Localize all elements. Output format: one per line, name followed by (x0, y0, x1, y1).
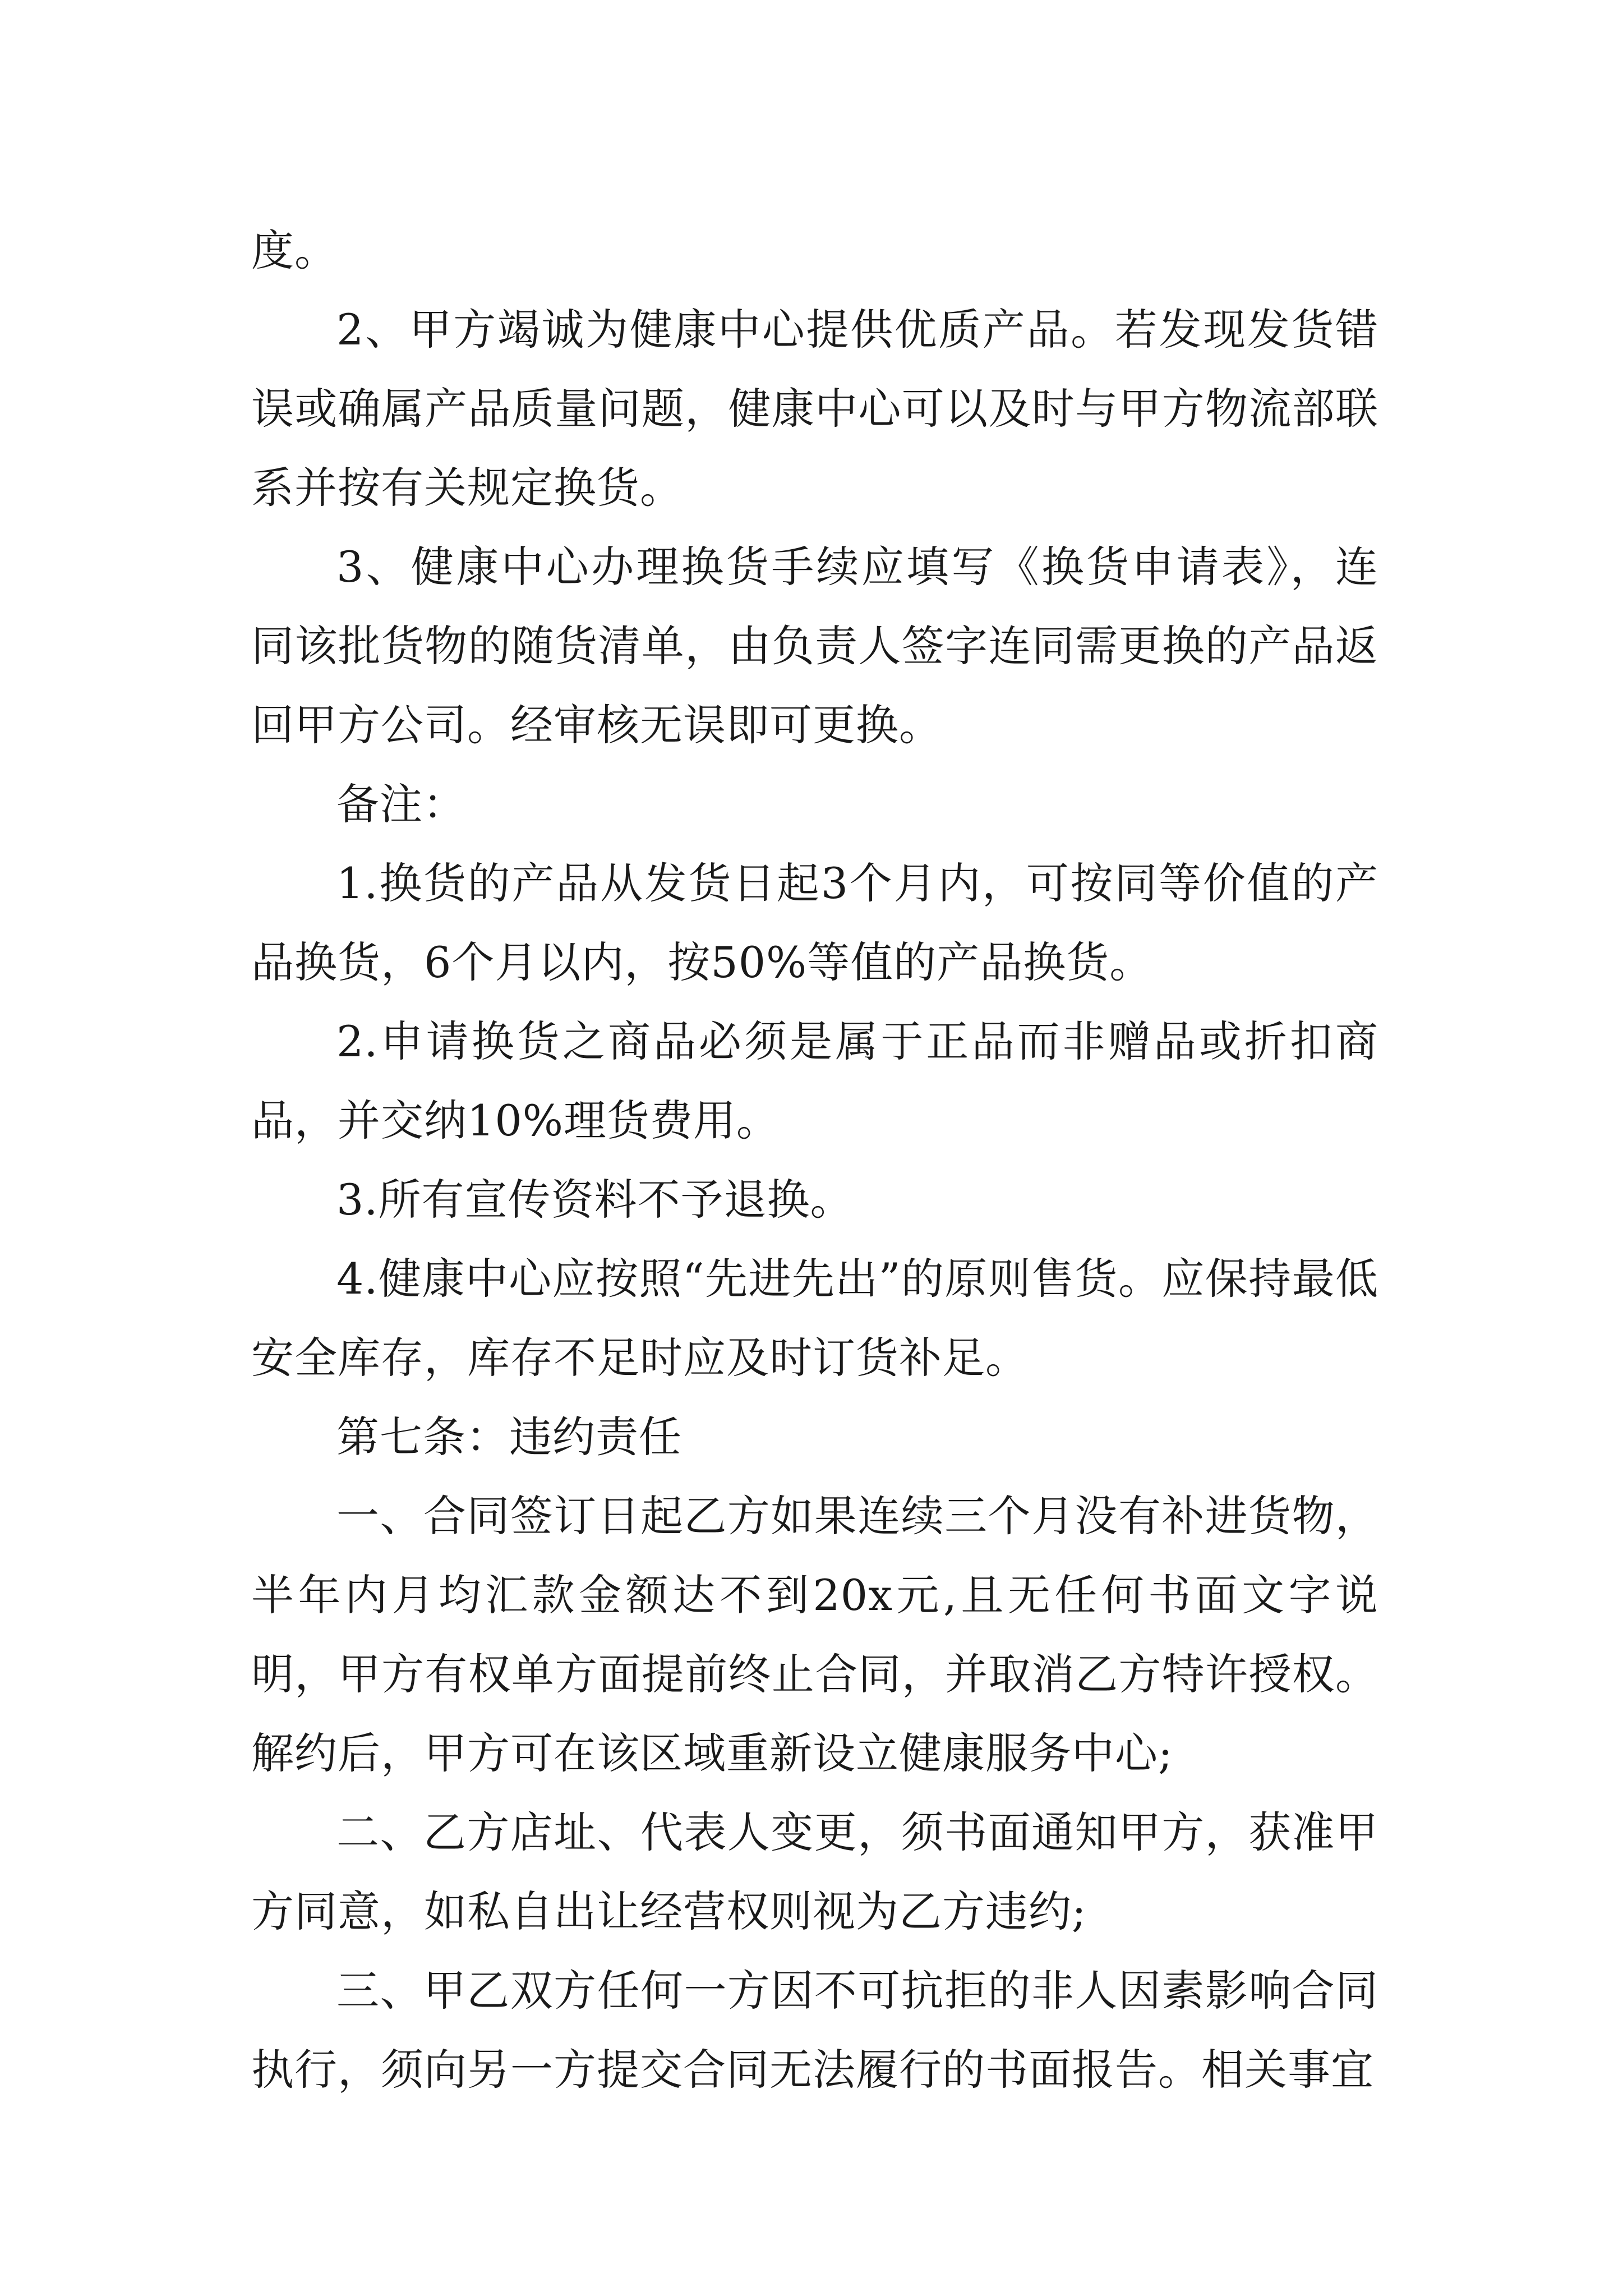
note-item-1: 1.换货的产品从发货日起3个月内，可按同等价值的产品换货，6个月以内，按50%等值的产品换货。 (251, 858, 1378, 987)
note-item-4: 4.健康中心应按照“先进先出”的原则售货。应保持最低安全库存，库存不足时应及时订货补足。 (251, 1254, 1378, 1383)
notes-heading: 备注： (336, 779, 466, 829)
document-body (251, 211, 1378, 2109)
note-item-3: 3.所有宣传资料不予退换。 (336, 1175, 854, 1225)
clause-2: 二、乙方店址、代表人变更，须书面通知甲方，获准甲方同意，如私自出让经营权则视为乙方违约; (251, 1807, 1378, 1936)
paragraph-item-3: 3、健康中心办理换货手续应填写《换货申请表》，连同该批货物的随货清单，由负责人签字连同需更换的产品返回甲方公司。经审核无误即可更换。 (251, 542, 1378, 750)
article-heading: 第七条：违约责任 (336, 1412, 682, 1462)
paragraph-item-2: 2、甲方竭诚为健康中心提供优质产品。若发现发货错误或确属产品质量问题，健康中心可以及时与甲方物流部联系并按有关规定换货。 (251, 305, 1378, 513)
clause-3: 三、甲乙双方任何一方因不可抗拒的非人因素影响合同执行，须向另一方提交合同无法履行的书面报告。相关事宜 (251, 1966, 1378, 2095)
note-item-2: 2.申请换货之商品必须是属于正品而非赠品或折扣商品，并交纳10%理货费用。 (251, 1016, 1378, 1145)
clause-1: 一、合同签订日起乙方如果连续三个月没有补进货物，半年内月均汇款金额达不到20x元,且无任何书面文字说明，甲方有权单方面提前终止合同，并取消乙方特许授权。解约后，甲方可在该区域重新设立健康服务中心; (251, 1491, 1378, 1778)
paragraph-continuation: 度。 (251, 226, 338, 275)
